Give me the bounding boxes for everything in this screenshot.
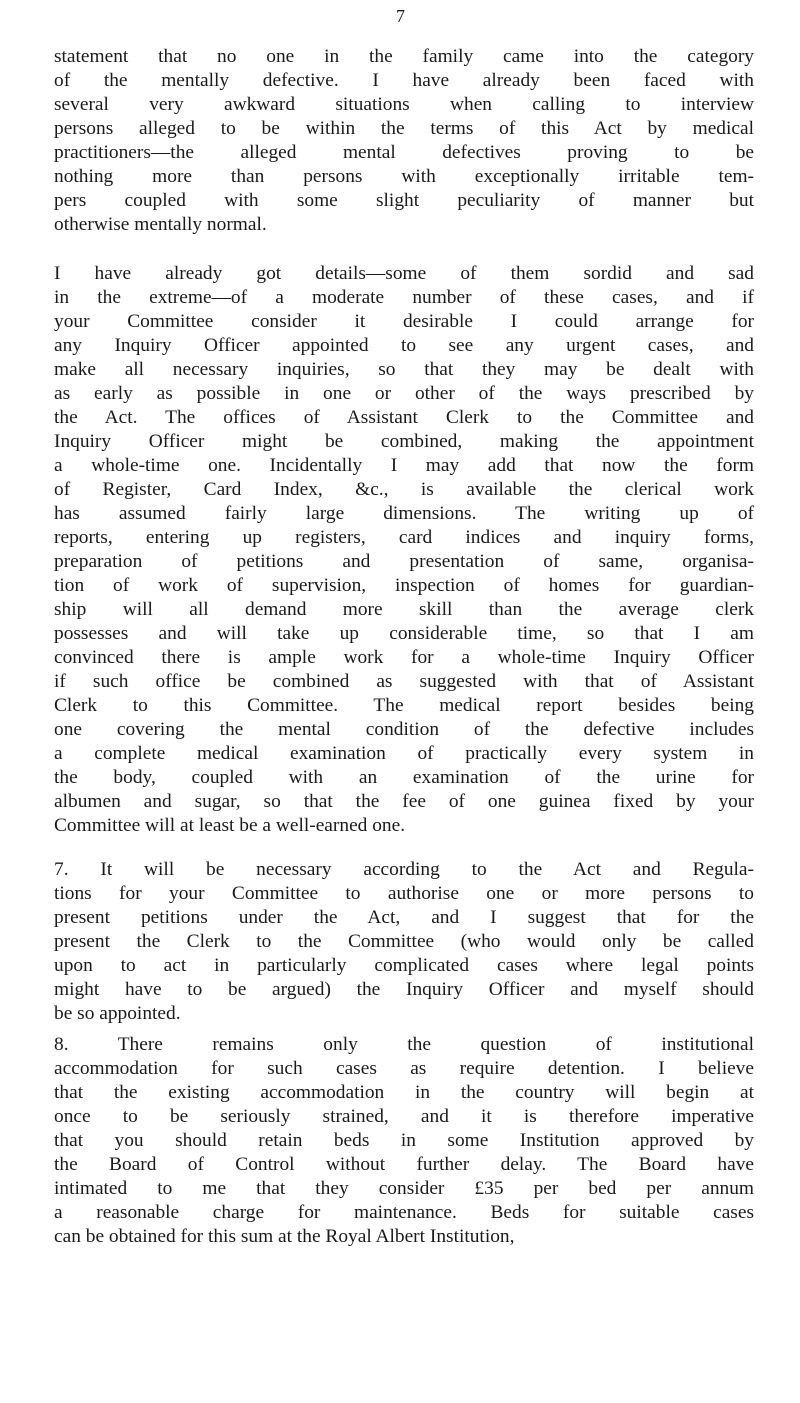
text-line: possesses and will take up considerable time, so that I am (54, 623, 754, 644)
text-line: be so appointed. (54, 1003, 181, 1024)
text-line: that the existing accommodation in the country will begin at (54, 1082, 754, 1103)
text-line: the Act. The offices of Assistant Clerk to the Committee and (54, 407, 754, 428)
text-line: of Register, Card Index, &c., is available the clerical work (54, 479, 754, 500)
text-line: persons alleged to be within the terms of this Act by medical (54, 118, 754, 139)
text-line: tions for your Committee to authorise one or more persons to (54, 883, 754, 904)
text-line: several very awkward situations when calling to interview (54, 94, 754, 115)
text-line: the body, coupled with an examination of the urine for (54, 767, 754, 788)
text-line: your Committee consider it desirable I could arrange for (54, 311, 754, 332)
paragraph-3 (54, 858, 754, 1026)
text-line: otherwise mentally normal. (54, 214, 267, 235)
paragraph-4 (54, 1033, 754, 1249)
text-line: accommodation for such cases as require detention. I believe (54, 1058, 754, 1079)
text-line: statement that no one in the family came into the category (54, 46, 754, 67)
text-line: one covering the mental condition of the defective includes (54, 719, 754, 740)
text-line: a whole-time one. Incidentally I may add that now the form (54, 455, 754, 476)
text-line: convinced there is ample work for a whole-time Inquiry Officer (54, 647, 754, 668)
text-line: intimated to me that they consider £35 per bed per annum (54, 1178, 754, 1199)
text-line: any Inquiry Officer appointed to see any urgent cases, and (54, 335, 754, 356)
text-line: practitioners—the alleged mental defectives proving to be (54, 142, 754, 163)
text-line: albumen and sugar, so that the fee of one guinea fixed by your (54, 791, 754, 812)
text-line: make all necessary inquiries, so that they may be dealt with (54, 359, 754, 380)
text-line: Committee will at least be a well-earned one. (54, 815, 406, 836)
paragraph-2 (54, 262, 754, 838)
text-line: present the Clerk to the Committee (who would only be called (54, 931, 754, 952)
text-line: nothing more than persons with exceptionally irritable tem- (54, 166, 754, 187)
text-line: 8. There remains only the question of institutional (54, 1034, 754, 1055)
text-line: reports, entering up registers, card indices and inquiry forms, (54, 527, 754, 548)
page-number: 7 (396, 6, 405, 26)
text-line: ship will all demand more skill than the average clerk (54, 599, 754, 620)
text-line: preparation of petitions and presentation of same, organisa- (54, 551, 754, 572)
text-line: if such office be combined as suggested with that of Assistant (54, 671, 754, 692)
text-line: can be obtained for this sum at the Royal Albert Institution, (54, 1226, 515, 1247)
text-line: might have to be argued) the Inquiry Officer and myself should (54, 979, 754, 1000)
text-line: tion of work of supervision, inspection of homes for guardian- (54, 575, 754, 596)
text-line: once to be seriously strained, and it is therefore imperative (54, 1106, 754, 1127)
paragraph-1 (54, 45, 754, 237)
text-line: that you should retain beds in some Institution approved by (54, 1130, 754, 1151)
text-line: Clerk to this Committee. The medical report besides being (54, 695, 754, 716)
text-line: in the extreme—of a moderate number of these cases, and if (54, 287, 754, 308)
text-line: as early as possible in one or other of the ways prescribed by (54, 383, 754, 404)
text-line: 7. It will be necessary according to the Act and Regula- (54, 859, 754, 880)
text-line: Inquiry Officer might be combined, making the appointment (54, 431, 754, 452)
text-line: has assumed fairly large dimensions. The writing up of (54, 503, 754, 524)
text-line: I have already got details—some of them sordid and sad (54, 263, 754, 284)
text-line: present petitions under the Act, and I suggest that for the (54, 907, 754, 928)
text-line: pers coupled with some slight peculiarity of manner but (54, 190, 754, 211)
text-line: a complete medical examination of practically every system in (54, 743, 754, 764)
text-line: of the mentally defective. I have already been faced with (54, 70, 754, 91)
text-line: upon to act in particularly complicated cases where legal points (54, 955, 754, 976)
text-line: a reasonable charge for maintenance. Beds for suitable cases (54, 1202, 754, 1223)
text-line: the Board of Control without further delay. The Board have (54, 1154, 754, 1175)
